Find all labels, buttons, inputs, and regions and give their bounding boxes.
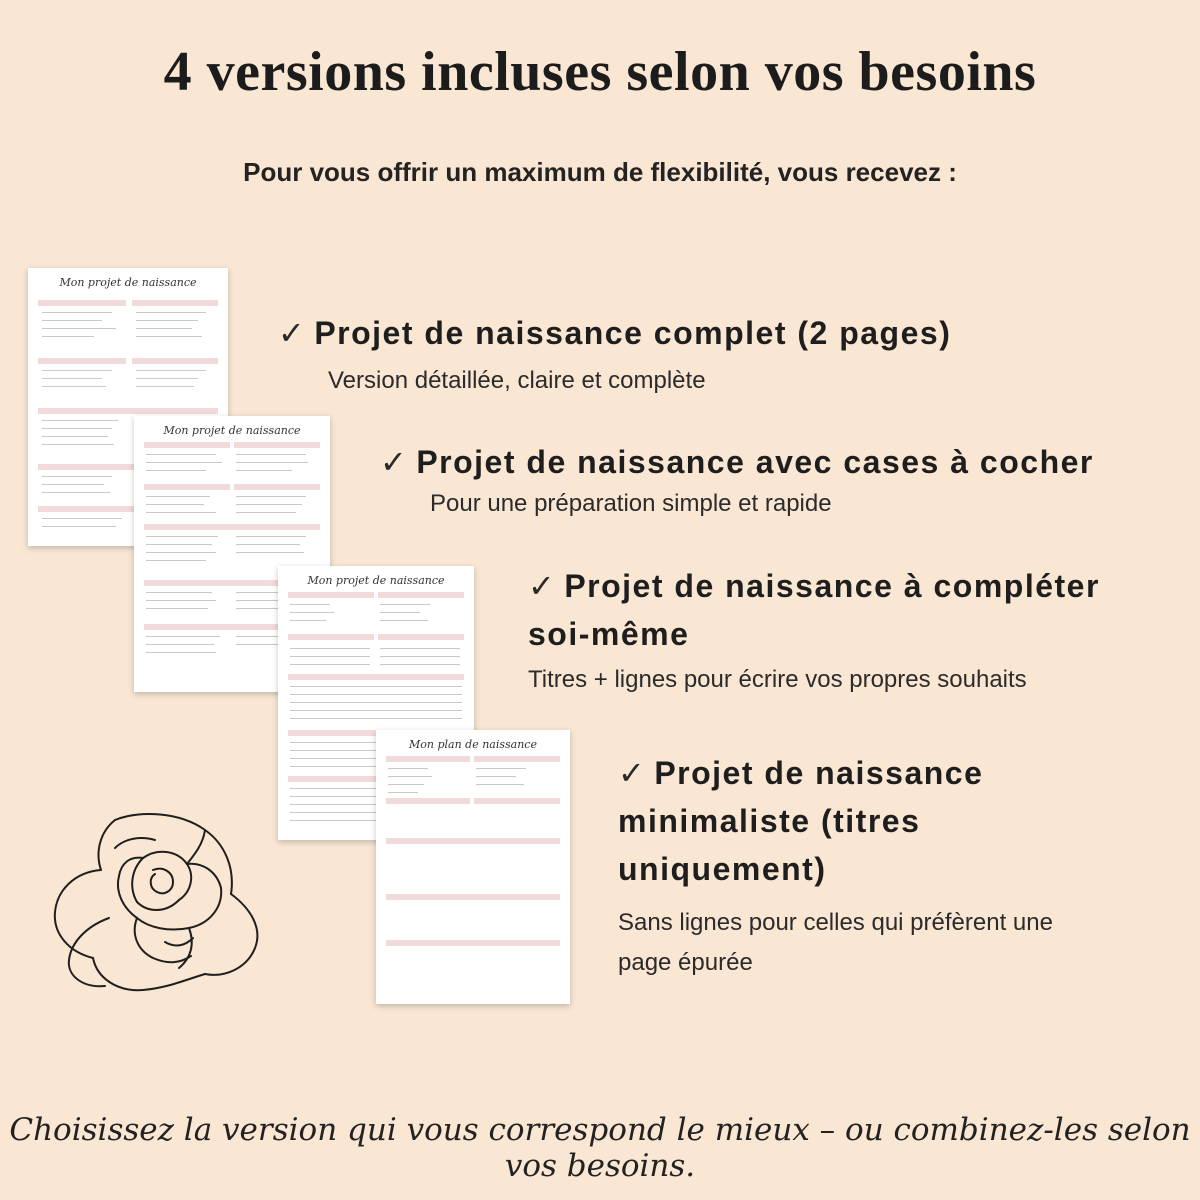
checkmark-icon: ✓: [380, 444, 409, 480]
section-bar: [144, 524, 320, 530]
feature-item-checkboxes: [380, 438, 1094, 524]
document-title: Mon plan de naissance: [409, 738, 537, 751]
section-bar: [378, 634, 464, 640]
section-bar: [474, 798, 560, 804]
feature-description: Titres + lignes pour écrire vos propres souhaits: [528, 666, 1027, 693]
feature-title-line2: soi-même: [528, 616, 690, 652]
feature-description-line2: page épurée: [618, 949, 753, 976]
feature-description: Version détaillée, claire et complète: [328, 367, 706, 394]
section-bar: [288, 674, 464, 680]
page-title: 4 versions incluses selon vos besoins: [163, 41, 1037, 103]
feature-title-line1: Projet de naissance: [654, 755, 984, 791]
checkmark-icon: ✓: [278, 315, 307, 351]
document-title: Mon projet de naissance: [59, 276, 197, 289]
feature-title: Projet de naissance avec cases à cocher: [416, 444, 1094, 480]
section-bar: [378, 592, 464, 598]
section-bar: [474, 756, 560, 762]
section-bar: [234, 442, 320, 448]
document-title: Mon projet de naissance: [307, 574, 445, 587]
feature-description: Pour une préparation simple et rapide: [430, 490, 832, 517]
checkmark-icon: ✓: [618, 755, 647, 791]
feature-item-complete: [278, 309, 951, 401]
feature-title-line3: uniquement): [618, 851, 827, 887]
document-title: Mon projet de naissance: [163, 424, 301, 437]
feature-description-line1: Sans lignes pour celles qui préfèrent une: [618, 909, 1053, 936]
footer-tagline: Choisissez la version qui vous correspond le mieux – ou combinez-les selon vos besoins.: [9, 1112, 1191, 1184]
section-bar: [386, 894, 560, 900]
section-bar: [386, 940, 560, 946]
document-preview-minimalist: [376, 730, 570, 1004]
checkmark-icon: ✓: [528, 568, 557, 604]
section-bar: [38, 358, 126, 364]
section-bar: [386, 838, 560, 844]
feature-title-line1: Projet de naissance à compléter: [564, 568, 1100, 604]
section-bar: [132, 358, 218, 364]
feature-item-minimalist: [618, 749, 1053, 983]
section-bar: [132, 300, 218, 306]
feature-item-fill-in: [528, 562, 1100, 700]
section-bar: [386, 798, 470, 804]
page-subtitle: Pour vous offrir un maximum de flexibilité, vous recevez :: [243, 157, 957, 187]
section-bar: [234, 484, 320, 490]
feature-title: Projet de naissance complet (2 pages): [314, 315, 952, 351]
section-bar: [144, 484, 230, 490]
rose-illustration: [45, 808, 270, 998]
section-bar: [38, 300, 126, 306]
section-bar: [144, 442, 230, 448]
section-bar: [38, 408, 218, 414]
section-bar: [386, 756, 470, 762]
feature-title-line2: minimaliste (titres: [618, 803, 921, 839]
section-bar: [288, 592, 374, 598]
section-bar: [288, 634, 374, 640]
